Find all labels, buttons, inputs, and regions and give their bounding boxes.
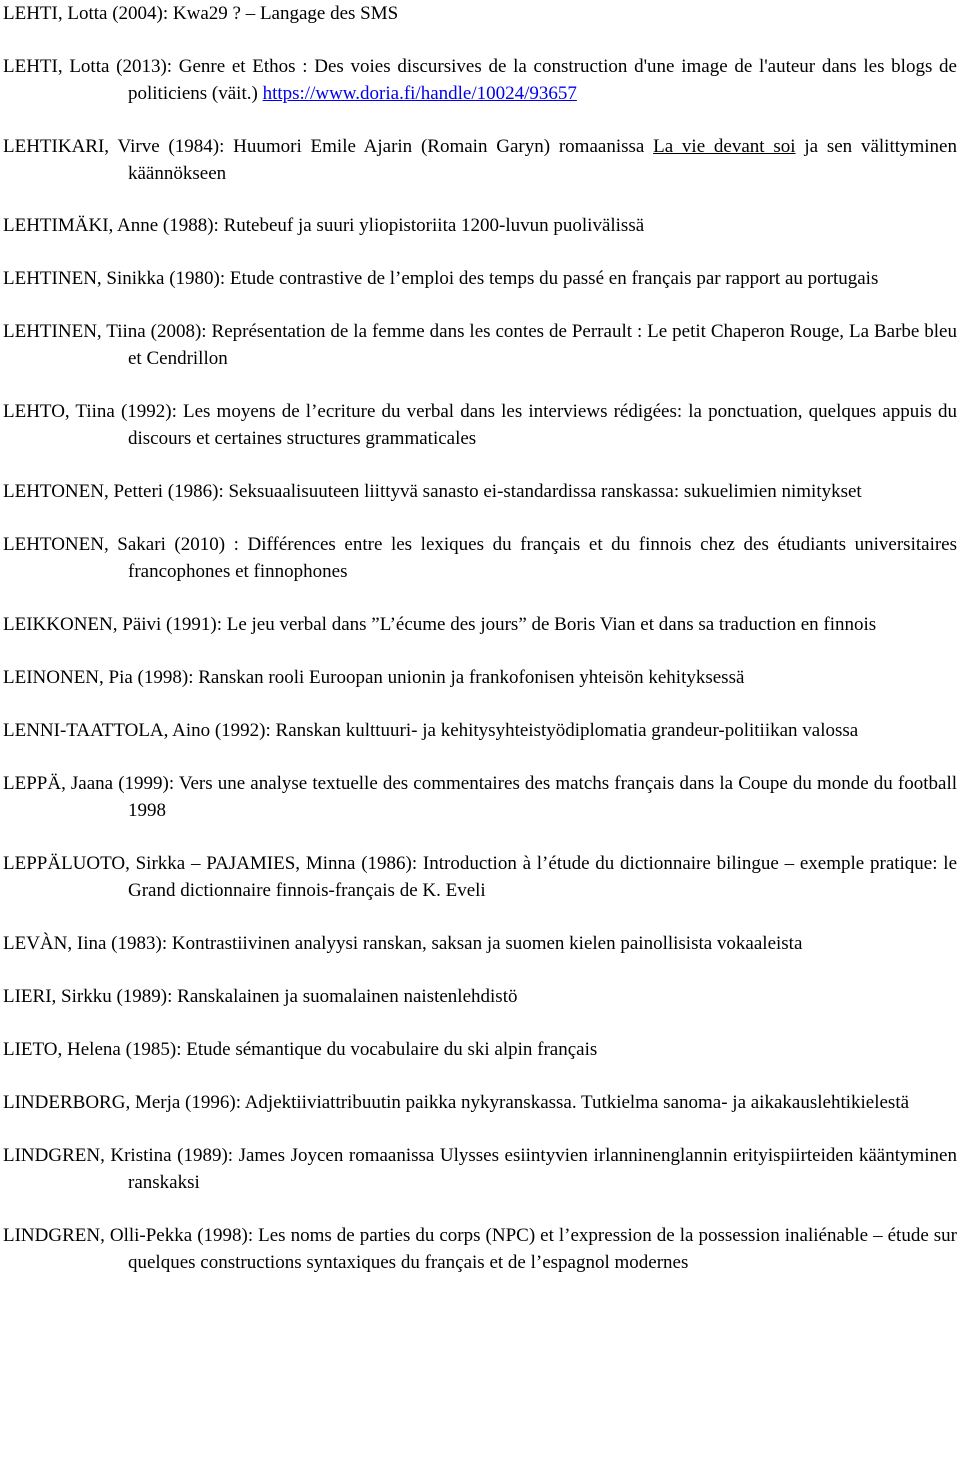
bibliography-entry: LEHTONEN, Sakari (2010) : Différences entre les lexiques du français et du finnois chez des étudiants universitaires francophones et finnophones <box>3 534 957 582</box>
bibliography-entry: LINDGREN, Kristina (1989): James Joycen romaanissa Ulysses esiintyvien irlanninenglannin erityispiirteiden kääntyminen ranskaksi <box>3 1145 957 1193</box>
bibliography-entry: LEPPÄLUOTO, Sirkka – PAJAMIES, Minna (1986): Introduction à l’étude du dictionnaire bilingue – exemple pratique: le Grand dictionnaire finnois-français de K. Eveli <box>3 853 957 901</box>
bibliography-entry: LIETO, Helena (1985): Etude sémantique du vocabulaire du ski alpin français <box>3 1039 598 1060</box>
bibliography-entry: LEPPÄ, Jaana (1999): Vers une analyse textuelle des commentaires des matchs français dans la Coupe du monde du football 1998 <box>3 773 957 821</box>
bibliography-entry: LINDERBORG, Merja (1996): Adjektiiviattribuutin paikka nykyranskassa. Tutkielma sanoma- ja aikakauslehtikielestä <box>3 1092 910 1113</box>
underlined-title: La vie devant soi <box>653 136 796 157</box>
bibliography-entry: LEHTONEN, Petteri (1986): Seksuaalisuuteen liittyvä sanasto ei-standardissa ranskassa: sukuelimien nimitykset <box>3 481 862 502</box>
bibliography-entry: LEHTIMÄKI, Anne (1988): Rutebeuf ja suuri yliopistoriita 1200-luvun puolivälissä <box>3 215 645 236</box>
bibliography-entry: LENNI-TAATTOLA, Aino (1992): Ranskan kulttuuri- ja kehitysyhteistyödiplomatia grandeur-politiikan valossa <box>3 720 859 741</box>
entry-text: LEHTIKARI, Virve (1984): Huumori Emile Ajarin (Romain Garyn) romaanissa <box>3 136 654 157</box>
bibliography-entry <box>3 53 957 107</box>
bibliography-entry: LIERI, Sirkku (1989): Ranskalainen ja suomalainen naistenlehdistö <box>3 986 518 1007</box>
entry-text: ja sen välittyminen käännökseen <box>128 136 957 184</box>
entry-link[interactable]: https://www.doria.fi/handle/10024/93657 <box>262 83 577 104</box>
bibliography-entry: LEHTI, Lotta (2004): Kwa29 ? – Langage des SMS <box>3 3 399 24</box>
bibliography-entry: LEHTO, Tiina (1992): Les moyens de l’ecriture du verbal dans les interviews rédigées: la ponctuation, quelques appuis du discours et certaines structures grammaticales <box>3 401 957 449</box>
entry-text: LEHTI, Lotta (2013): Genre et Ethos : Des voies discursives de la construction d'une image de l'auteur dans les blogs de politiciens (väit.) <box>3 56 957 104</box>
bibliography-entry: LEHTINEN, Sinikka (1980): Etude contrastive de l’emploi des temps du passé en français par rapport au portugais <box>3 268 879 289</box>
bibliography-entry: LEVÀN, Iina (1983): Kontrastiivinen analyysi ranskan, saksan ja suomen kielen painollisista vokaaleista <box>3 933 803 954</box>
bibliography-entry: LEIKKONEN, Päivi (1991): Le jeu verbal dans ”L’écume des jours” de Boris Vian et dans sa traduction en finnois <box>3 614 877 635</box>
bibliography-entry: LEHTINEN, Tiina (2008): Représentation de la femme dans les contes de Perrault : Le petit Chaperon Rouge, La Barbe bleu et Cendrillon <box>3 321 957 369</box>
bibliography-list <box>3 0 957 1302</box>
bibliography-entry: LEINONEN, Pia (1998): Ranskan rooli Euroopan unionin ja frankofonisen yhteisön kehityksessä <box>3 667 745 688</box>
bibliography-entry: LINDGREN, Olli-Pekka (1998): Les noms de parties du corps (NPC) et l’expression de la possession inaliénable – étude sur quelques constructions syntaxiques du français et de l’espagnol modernes <box>3 1225 957 1273</box>
bibliography-entry <box>3 133 957 187</box>
